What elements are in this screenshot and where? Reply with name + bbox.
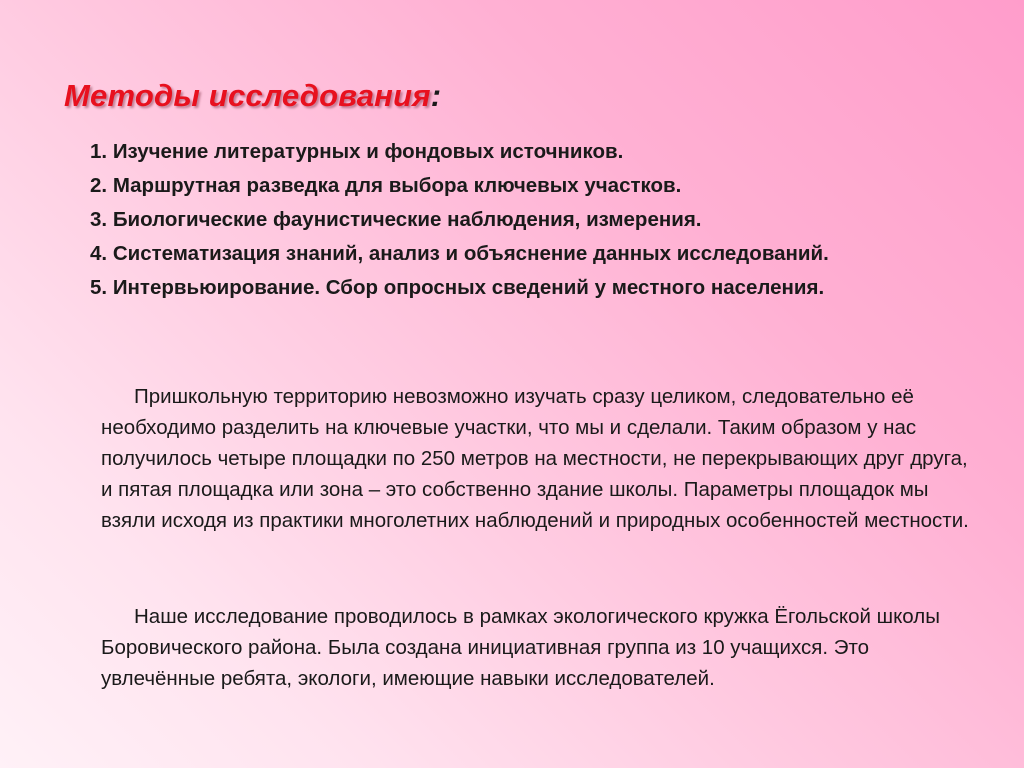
method-number: 1.: [90, 140, 108, 163]
method-text: Систематизация знаний, анализ и объяснение данных исследований.: [112, 242, 829, 265]
slide-title-text: Методы исследования: [64, 78, 431, 113]
slide-title-colon: :: [430, 78, 442, 113]
method-item: [90, 170, 890, 201]
method-text: Интервьюирование. Сбор опросных сведений у местного населения.: [112, 276, 825, 299]
method-text: Биологические фаунистические наблюдения, измерения.: [112, 208, 702, 231]
methods-list: [90, 136, 890, 306]
body-paragraph-territory: Пришкольную территорию невозможно изучать сразу целиком, следовательно её необходимо разделить на ключевые участки, что мы и сделали. Таким образом у нас получилось четыре площадки по 250 метров на местности, не перекрывающих друг друга, и пятая площадка или зона – это собственно здание школы. Параметры площадок мы взяли исходя из практики многолетних наблюдений и природных особенностей местности.: [101, 385, 969, 532]
method-item: [90, 238, 890, 269]
method-number: 4.: [90, 242, 108, 265]
method-text: Изучение литературных и фондовых источников.: [112, 140, 624, 163]
slide-title: [64, 78, 441, 114]
method-text: Маршрутная разведка для выбора ключевых участков.: [112, 174, 682, 197]
method-item: [90, 136, 890, 167]
method-item: [90, 204, 890, 235]
method-number: 5.: [90, 276, 108, 299]
method-number: 2.: [90, 174, 108, 197]
body-paragraph-research-group: Наше исследование проводилось в рамках экологического кружка Ёгольской школы Боровического района. Была создана инициативная группа из 10 учащихся. Это увлечённые ребята, экологи, имеющие навыки исследователей.: [101, 605, 940, 690]
method-number: 3.: [90, 208, 108, 231]
method-item: [90, 272, 890, 303]
